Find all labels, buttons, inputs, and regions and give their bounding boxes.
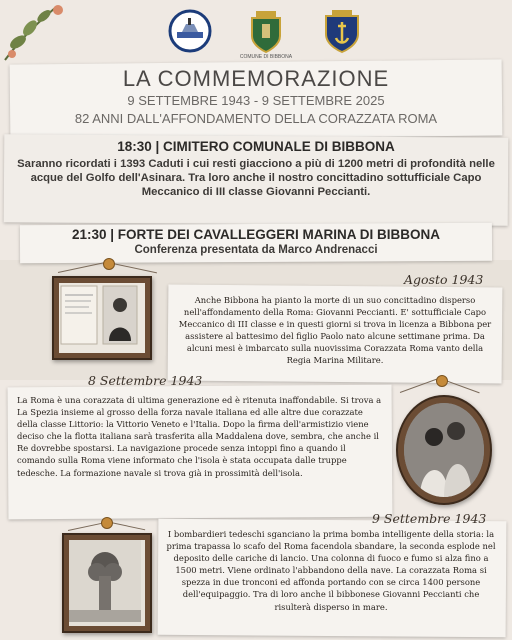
photo-frame-couple bbox=[396, 395, 492, 505]
town-logo-caption: COMUNE DI BIBBONA bbox=[239, 54, 293, 60]
heading-8-settembre-1943: 8 Settembre 1943 bbox=[88, 373, 203, 388]
navy-emblem-icon bbox=[320, 8, 364, 54]
ship-explosion-image bbox=[69, 540, 141, 622]
event-forte-heading: 21:30 | FORTE DEI CAVALLEGGERI MARINA DI BIBBONA bbox=[71, 227, 441, 242]
event-dates: 9 SETTEMBRE 1943 - 9 SETTEMBRE 2025 bbox=[127, 93, 385, 108]
pin-icon bbox=[101, 517, 113, 529]
photo-frame-explosion bbox=[62, 533, 152, 633]
pin-icon bbox=[103, 258, 115, 270]
logos-bar bbox=[160, 8, 360, 60]
story-paragraph-9-settembre: I bombardieri tedeschi sganciano la prima bomba intelligente della storia: la prima trapassa lo scafo del Roma facendola sbandare, la seconda esplode nel deposito delle cariche di lancio. Una colonna di fuoco e fumo si alza fino a 1500 metri. Viene ordinato l'abbandono della nave. La corazzata Roma si spezza in due tronconi ed affonda portando con se circa 1400 persone dell'equipaggio. Tra di loro anche il bibbonese Giovanni Peccianti che risulterà disperso in mare. bbox=[166, 529, 496, 612]
heading-9-settembre-1943: 9 Settembre 1943 bbox=[372, 511, 487, 526]
event-forte-description: Conferenza presentata da Marco Andrenacci bbox=[134, 244, 378, 256]
town-coat-of-arms-icon bbox=[244, 8, 288, 54]
page-title: LA COMMEMORAZIONE bbox=[122, 66, 390, 91]
leaf-branch-icon bbox=[0, 0, 70, 70]
association-seal-icon bbox=[168, 8, 212, 54]
event-cemetery-description: Saranno ricordati i 1393 Caduti i cui resti giacciono a più di 1200 metri di profondità nelle acque del Golfo dell'Asinara. Tra loro anche il nostro concittadino sottufficiale Capo Meccanico di III classe Giovanni Peccianti. bbox=[17, 158, 495, 198]
event-cemetery-heading: 18:30 | CIMITERO COMUNALE DI BIBBONA bbox=[117, 139, 395, 154]
heading-agosto-1943: Agosto 1943 bbox=[404, 272, 484, 287]
couple-portrait-image bbox=[404, 403, 484, 497]
story-paragraph-agosto: Anche Bibbona ha pianto la morte di un suo concittadino disperso nell'affondamento della Roma: Giovanni Peccianti. E' sottufficiale Capo Meccanico di III classe e in questi giorni si trova in licenza a Bibbona per assistere al battesimo del figlio Paolo nato alcune settimane prima. Da alcuni mesi è imbarcato sulla nuovissima Corazzata Roma vanto della Regia Marina Militare. bbox=[178, 295, 492, 366]
story-paragraph-8-settembre: La Roma è una corazzata di ultima generazione ed è ritenuta inaffondabile. Si trova a La Spezia insieme al grosso della forza navale italiana ed alle altre due corazzate della classe Littorio: la Vittorio Veneto e l'Italia. Dopo la firma dell'armistizio viene deciso che la flotta italiana sarà trasferita alla Maddalena dove, sembra, che anche il Re dovrebbe spostarsi. La navigazione procede senza intoppi fino a quando il comando sulla Roma viene informato che l'isola è stata occupata dalle truppe tedesche. La formazione navale si trova già in prossimità dell'isola. bbox=[17, 395, 382, 478]
document-portrait-image bbox=[59, 283, 141, 349]
pin-icon bbox=[436, 375, 448, 387]
photo-frame-document bbox=[52, 276, 152, 360]
page-subtitle: 82 ANNI DALL'AFFONDAMENTO DELLA CORAZZATA ROMA bbox=[74, 111, 438, 126]
